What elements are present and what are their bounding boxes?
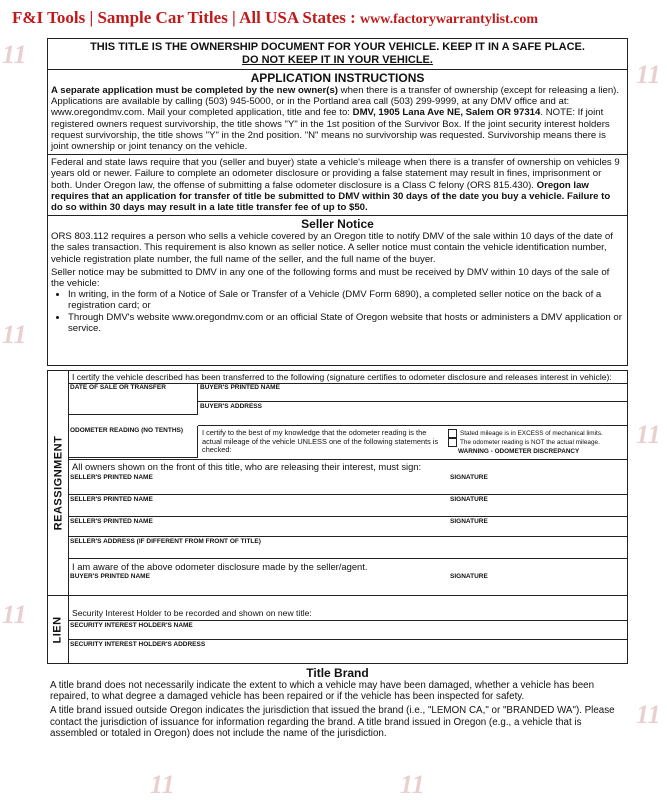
reassignment-section	[47, 370, 628, 596]
certify-text: I certify the vehicle described has been transferred to the following (signature certifies to odometer disclosure and releases interest in vehicle):	[72, 372, 612, 382]
buyers-address-field[interactable]: BUYER'S ADDRESS	[198, 402, 627, 426]
lien-label-text: LIEN	[52, 615, 64, 644]
buyers-printed-name-field[interactable]: BUYER'S PRINTED NAME	[70, 573, 150, 580]
title-document	[47, 38, 628, 366]
watermark-logo: 11	[2, 600, 27, 629]
signature-field[interactable]: SIGNATURE	[448, 473, 627, 495]
seller-notice-title: Seller Notice	[301, 217, 374, 232]
seller-notice-list	[48, 289, 627, 334]
title-brand-p2: A title brand issued outside Oregon indicates the jurisdiction that issued the brand (i.e., "LEMON CA," or "BRANDED WA"). Please contact the jurisdiction of issuance for information regarding the brand. A title brand issued in Oregon (e.g., a vehicle that is assembled or totaled in Oregon) does not include the name of the jurisdiction.	[50, 705, 615, 739]
application-paragraph	[48, 85, 627, 152]
spacer	[68, 415, 198, 426]
sellers-printed-name-field[interactable]: SELLER'S PRINTED NAME	[68, 517, 448, 537]
seller-notice-p1: ORS 803.112 requires a person who sells a vehicle covered by an Oregon title to notify DMV of the sale within 10 days of the date of the sales transaction. This requirement is also known as seller notice. A seller notice must contain the vehicle identification number, vehicle registration plate number, the full name of the seller, and the full name of the buyer.	[51, 231, 613, 265]
federal-bold: Oregon law requires that an application for transfer of title be submitted to DMV within 30 days of the date you buy a vehicle. Failure to do so within 30 days may result in a late title transfer fee of up to $50.	[51, 179, 611, 214]
lien-section	[47, 596, 628, 664]
dmv-address: DMV, 1905 Lana Ave NE, Salem OR 97314	[352, 107, 541, 119]
federal-text: Federal and state laws require that you (seller and buyer) state a vehicle's mileage when there is a transfer of ownership on vehicles 9 years old or newer. Failure to complete an odometer disclosure or providing a false statement may result in fines, imprisonment or both. Under Oregon law, the offense of submitting a false odometer disclosure is a Class C felony (ORS 815.430).	[51, 157, 620, 191]
title-brand-p1: A title brand does not necessarily indicate the extent to which a vehicle may have been damaged, whether a vehicle has been repaired, to what degree a damaged vehicle has been repaired or if the vehicle has been inspected for safety.	[50, 680, 595, 703]
title-brand-section	[47, 666, 628, 739]
lien-label	[48, 596, 69, 663]
sellers-address-field[interactable]: SELLER'S ADDRESS (IF DIFFERENT FROM FRONT OF TITLE)	[68, 537, 627, 559]
signature-field[interactable]: SIGNATURE	[450, 573, 488, 580]
sellers-printed-name-field[interactable]: SELLER'S PRINTED NAME	[68, 473, 448, 495]
seller-notice-section	[48, 218, 627, 334]
excess-checkbox[interactable]	[448, 429, 457, 438]
application-end: . NOTE: If joint registered owners request survivorship, the title shows "Y" in the 1st position of the Survivor Box. If the joint security interest holders request survivorship, the title shows "Y" in the 2nd position. "N" means no survivorship was requested. Survivorship means there is joint ownership or joint tenancy on the vehicle.	[51, 107, 610, 153]
holder-text: Security Interest Holder to be recorded and shown on new title:	[72, 608, 312, 618]
all-owners-text: All owners shown on the front of this title, who are releasing their interest, must sign:	[72, 461, 422, 472]
not-actual-label: The odometer reading is NOT the actual mileage.	[460, 439, 600, 447]
title-brand-heading: Title Brand	[306, 666, 369, 680]
odometer-options	[448, 429, 603, 456]
list-item: • Through DMV's website www.oregondmv.com or an official State of Oregon website that hosts or administers a DMV application or service.	[68, 312, 627, 334]
federal-law-section	[48, 155, 627, 216]
odometer-reading-field[interactable]: ODOMETER READING (NO TENTHS)	[68, 426, 198, 458]
site-banner	[0, 0, 667, 36]
signature-field[interactable]: SIGNATURE	[448, 517, 627, 537]
sellers-printed-name-field[interactable]: SELLER'S PRINTED NAME	[68, 495, 448, 517]
header-line-2: DO NOT KEEP IT IN YOUR VEHICLE.	[242, 53, 433, 66]
watermark-logo: 11	[636, 420, 661, 449]
watermark-logo: 11	[150, 770, 175, 799]
watermark-logo: 11	[400, 770, 425, 799]
watermark-logo: 11	[2, 320, 27, 349]
header-line-1: THIS TITLE IS THE OWNERSHIP DOCUMENT FOR YOUR VEHICLE. KEEP IT IN A SAFE PLACE.	[90, 41, 585, 53]
watermark-logo: 11	[2, 40, 27, 69]
buyers-printed-name-field[interactable]: BUYER'S PRINTED NAME	[198, 383, 627, 402]
warning-text: WARNING - ODOMETER DISCREPANCY	[458, 448, 580, 456]
excess-option[interactable]	[448, 429, 603, 438]
signature-field[interactable]: SIGNATURE	[448, 495, 627, 517]
application-rest: when there is a transfer of ownership (except for releasing a lien). Applications are available by calling (503) 945-5000, or in the Portland area call (503) 299-9999, at any DMV office and at: www.oregondmv.com. Mail your completed application, title and fee to:	[51, 85, 620, 119]
odometer-certification: I certify to the best of my knowledge that the odometer reading is the actual mileage of the vehicle UNLESS one of the following statements is checked:	[202, 428, 439, 454]
security-holder-name-field[interactable]: SECURITY INTEREST HOLDER'S NAME	[68, 620, 627, 640]
not-actual-checkbox[interactable]	[448, 438, 457, 447]
watermark-logo: 11	[636, 60, 661, 89]
banner-title	[12, 8, 538, 28]
list-item: • In writing, in the form of a Notice of Sale or Transfer of a Vehicle (DMV Form 6890), a completed seller notice on the back of a registration card; or	[68, 289, 627, 311]
divider	[68, 459, 627, 460]
aware-text: I am aware of the above odometer disclosure made by the seller/agent.	[72, 561, 368, 572]
reassignment-label	[48, 371, 69, 595]
not-actual-option[interactable]	[448, 438, 603, 447]
seller-notice-p2: Seller notice may be submitted to DMV in any one of the following forms and must be received by DMV within 10 days of the sale of the vehicle:	[51, 266, 610, 290]
ownership-header	[48, 39, 627, 70]
banner-title-text: F&I Tools | Sample Car Titles | All USA States :	[12, 8, 361, 27]
banner-url[interactable]: www.factorywarrantylist.com	[360, 12, 539, 27]
application-instructions	[48, 72, 627, 155]
application-bold: A separate application must be completed by the new owner(s)	[51, 85, 338, 96]
federal-paragraph	[48, 157, 627, 213]
reassignment-label-text: REASSIGNMENT	[52, 435, 64, 531]
security-holder-address-field[interactable]: SECURITY INTEREST HOLDER'S ADDRESS	[70, 641, 206, 648]
excess-label: Stated mileage is in EXCESS of mechanical limits.	[460, 430, 603, 438]
date-of-sale-field[interactable]: DATE OF SALE OR TRANSFER	[68, 383, 198, 415]
application-title: APPLICATION INSTRUCTIONS	[250, 71, 425, 85]
watermark-logo: 11	[636, 700, 661, 729]
